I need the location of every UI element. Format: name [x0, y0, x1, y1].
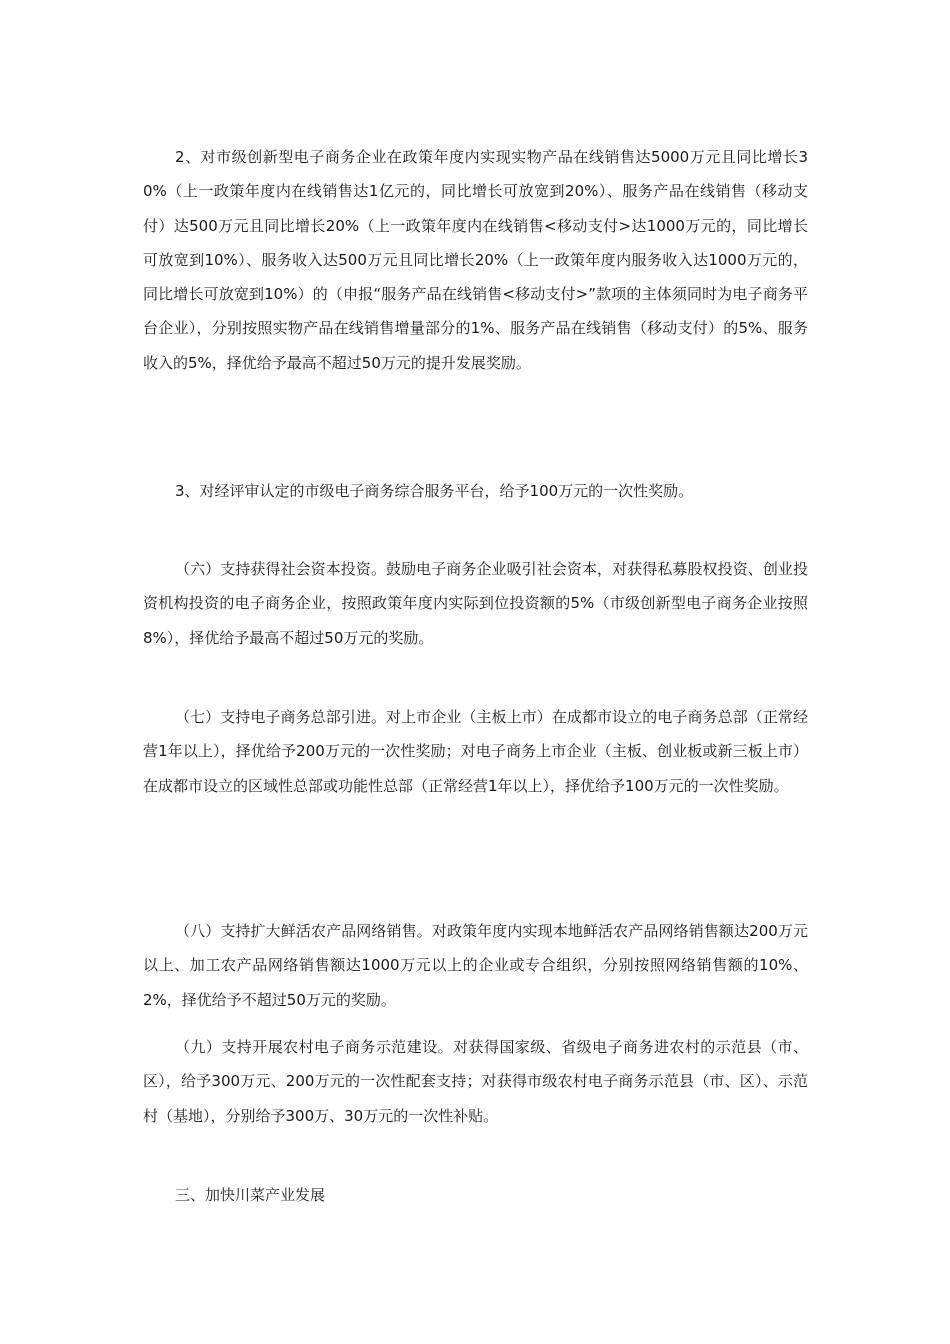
paragraph-section-9: （九）支持开展农村电子商务示范建设。对获得国家级、省级电子商务进农村的示范县（市、区），给予300万元、200万元的一次性配套支持；对获得市级农村电子商务示范县（市、区）、示范村（基地），分别给予300万、30万元的一次性补贴。: [143, 1038, 808, 1125]
paragraph-section-8: （八）支持扩大鲜活农产品网络销售。对政策年度内实现本地鲜活农产品网络销售额达200万元以上、加工农产品网络销售额达1000万元以上的企业或专合组织，分别按照网络销售额的10%、2%，择优给予不超过50万元的奖励。: [143, 922, 808, 1009]
paragraph-item-3: 3、对经评审认定的市级电子商务综合服务平台，给予100万元的一次性奖励。: [175, 482, 694, 500]
paragraph-section-6: （六）支持获得社会资本投资。鼓励电子商务企业吸引社会资本，对获得私募股权投资、创业投资机构投资的电子商务企业，按照政策年度内实际到位投资额的5%（市级创新型电子商务企业按照8%），择优给予最高不超过50万元的奖励。: [143, 560, 808, 647]
paragraph-item-2: 2、对市级创新型电子商务企业在政策年度内实现实物产品在线销售达5000万元且同比增长30%（上一政策年度内在线销售达1亿元的，同比增长可放宽到20%）、服务产品在线销售（移动支付）达500万元且同比增长20%（上一政策年度内在线销售<移动支付>达1000万元的，同比增长可放宽到10%）、服务收入达500万元且同比增长20%（上一政策年度内服务收入达1000万元的，同比增长可放宽到10%）的（申报“服务产品在线销售<移动支付>”款项的主体须同时为电子商务平台企业），分别按照实物产品在线销售增量部分的1%、服务产品在线销售（移动支付）的5%、服务收入的5%，择优给予最高不超过50万元的提升发展奖励。: [143, 148, 808, 372]
paragraph-section-7: （七）支持电子商务总部引进。对上市企业（主板上市）在成都市设立的电子商务总部（正常经营1年以上），择优给予200万元的一次性奖励；对电子商务上市企业（主板、创业板或新三板上市）在成都市设立的区域性总部或功能性总部（正常经营1年以上），择优给予100万元的一次性奖励。: [143, 708, 808, 795]
section-heading-3: 三、加快川菜产业发展: [175, 1186, 326, 1204]
